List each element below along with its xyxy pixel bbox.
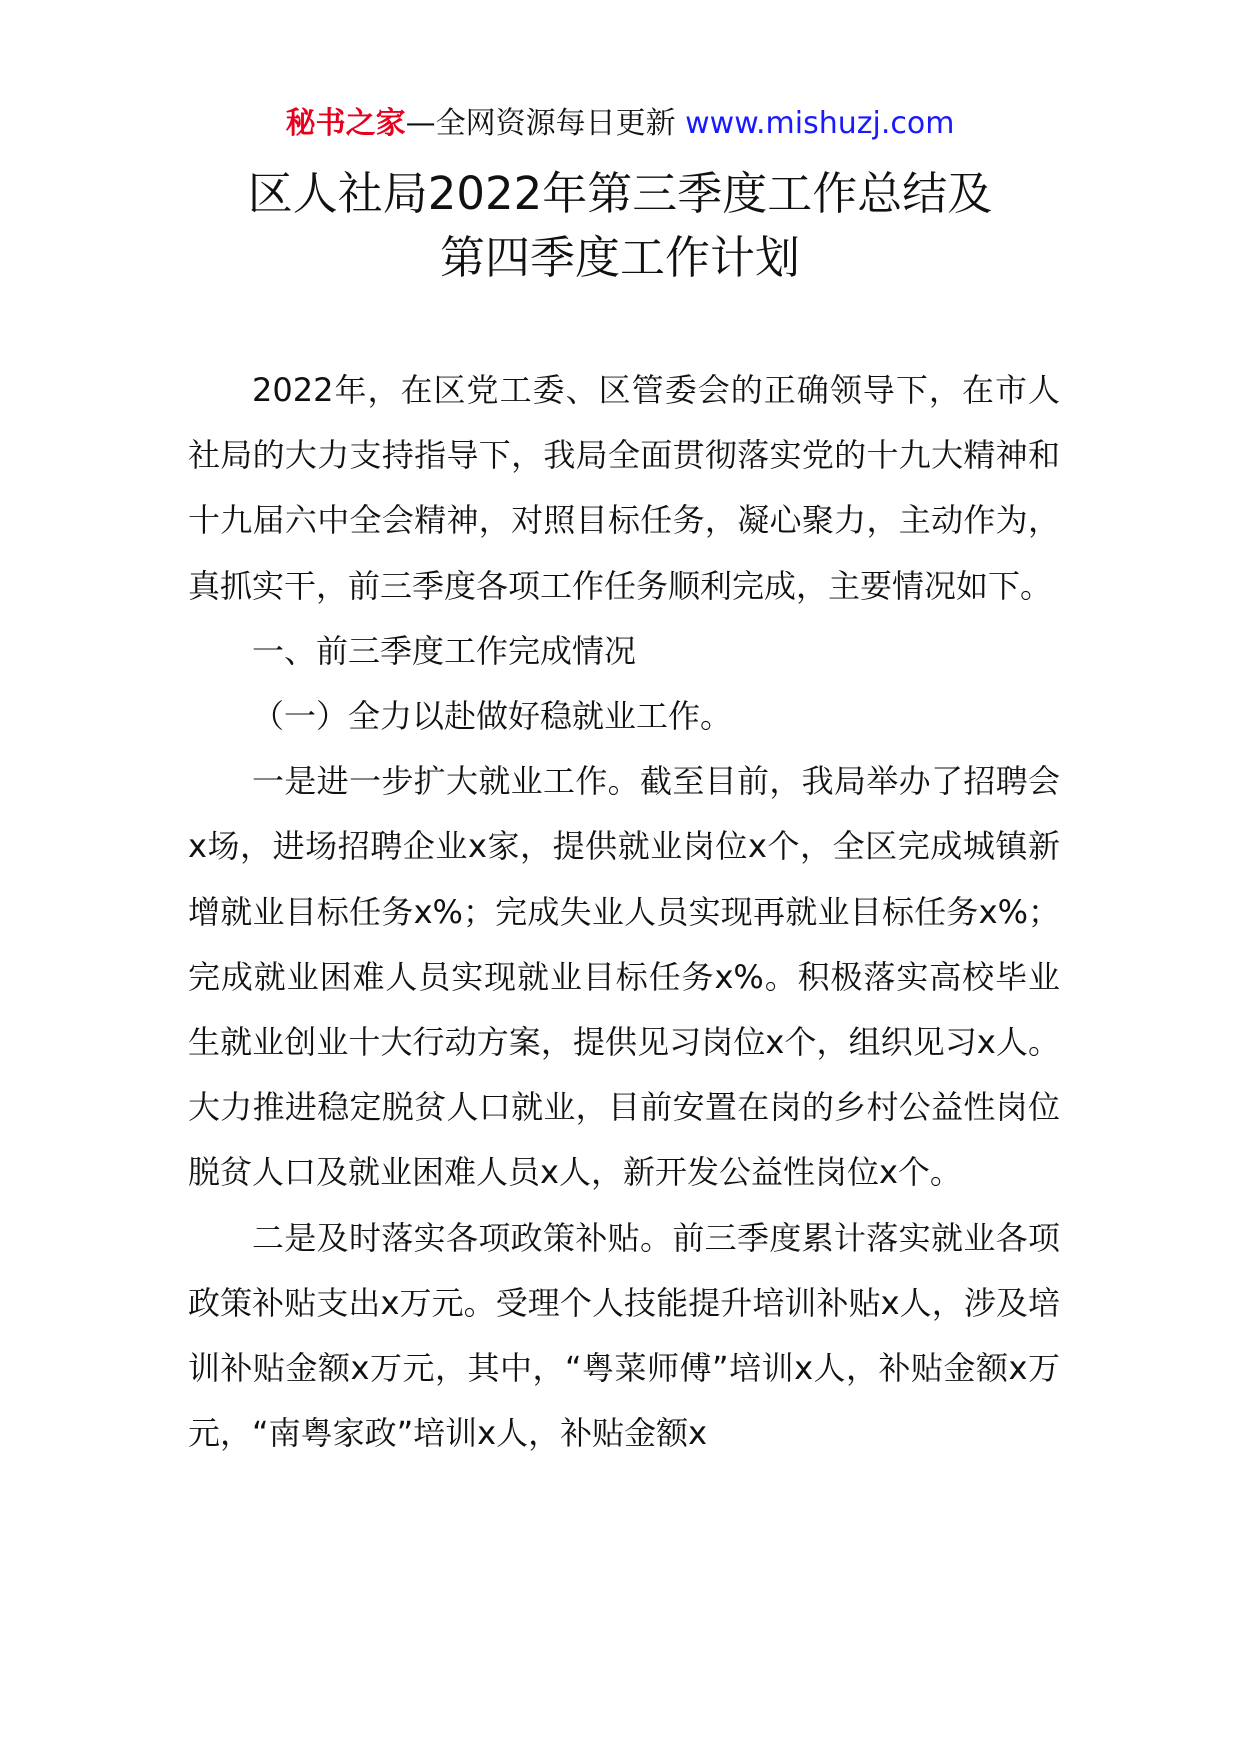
paragraph-employment: 一是进一步扩大就业工作。截至目前，我局举办了招聘会x场，进场招聘企业x家，提供就业岗位x个，全区完成城镇新增就业目标任务x%；完成失业人员实现再就业目标任务x%；完成就业困难人员实现就业目标任务x%。积极落实高校毕业生就业创业十大行动方案，提供见习岗位x个，组织见习x人。大力推进稳定脱贫人口就业，目前安置在岗的乡村公益性岗位脱贫人口及就业困难人员x人，新开发公益性岗位x个。 [188, 762, 1060, 1192]
site-header [0, 104, 1240, 144]
brand-name: 秘书之家 [285, 106, 406, 141]
subsection-heading-1: （一）全力以赴做好稳就业工作。 [252, 697, 733, 736]
section-heading-1: 一、前三季度工作完成情况 [252, 631, 637, 670]
header-tagline: —全网资源每日更新 [405, 106, 686, 141]
website-url: www.mishuzj.com [685, 106, 955, 141]
document-title-line-2: 第四季度工作计划 [439, 231, 800, 284]
paragraph-intro: 2022年，在区党工委、区管委会的正确领导下，在市人社局的大力支持指导下，我局全面贯彻落实党的十九大精神和十九届六中全会精神，对照目标任务，凝心聚力，主动作为，真抓实干，前三季度各项工作任务顺利完成，主要情况如下。 [188, 371, 1060, 605]
paragraph-subsidies: 二是及时落实各项政策补贴。前三季度累计落实就业各项政策补贴支出x万元。受理个人技能提升培训补贴x人，涉及培训补贴金额x万元，其中，“粤菜师傅”培训x人，补贴金额x万元，“南粤家政”培训x人，补贴金额x [188, 1218, 1060, 1453]
document-body [188, 358, 1060, 1466]
document-title-line-1: 区人社局2022年第三季度工作总结及 [247, 167, 993, 220]
